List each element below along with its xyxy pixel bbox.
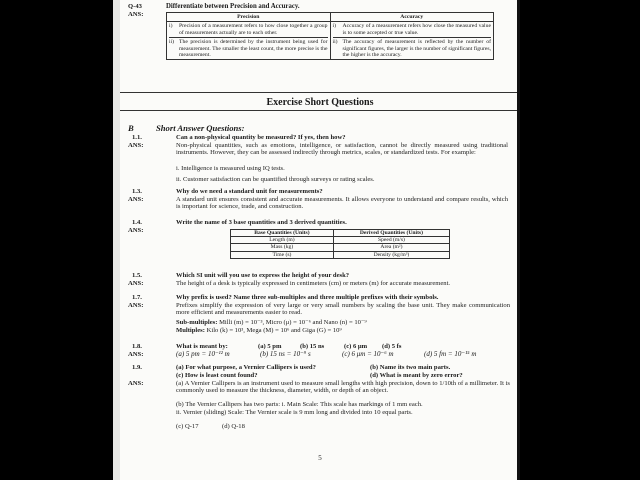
table-row: Mass (kg) Area (m²) <box>231 244 450 251</box>
precision-accuracy-table <box>166 12 494 60</box>
q1-4-question: Write the name of 3 base quantities and 3 derived quantities. <box>176 219 347 226</box>
q1-3-answer: A standard unit ensures consistent and accurate measurements. It allows everyone to understand and compare results, which is important for science, trade, and construction. <box>176 196 508 211</box>
divider-top <box>120 92 520 93</box>
q1-3-number: 1.3. <box>132 188 142 195</box>
q1-1-answer: Non-physical quantities, such as emotions, intelligence, or satisfaction, cannot be directly measured using traditional instruments. However, they can be assessed indirectly through metrics, scales, or standardized tests. For example: <box>176 142 508 157</box>
q1-5-answer: The height of a desk is typically expressed in centimeters (cm) or meters (m) for accurate measurement. <box>176 280 451 287</box>
q1-1-example-2: ii. Customer satisfaction can be quantified through surveys or rating scales. <box>176 176 375 183</box>
q1-4-ans-label: ANS: <box>128 227 144 234</box>
table-row: Time (s) Density (kg/m³) <box>231 251 450 258</box>
q1-5-number: 1.5. <box>132 272 142 279</box>
q1-9-question-b: (b) Name its two main parts. <box>370 364 451 371</box>
q1-9-question-d: (d) What is meant by zero error? <box>370 372 463 379</box>
q1-9-ans-label: ANS: <box>128 380 144 387</box>
q1-3-ans-label: ANS: <box>128 196 144 203</box>
q1-1-number: 1.1. <box>132 134 142 141</box>
q1-8-ans-label: ANS: <box>128 351 144 358</box>
q1-8-part-c: (c) 6 μm <box>344 343 368 350</box>
document-page <box>120 0 520 480</box>
q1-8-part-b: (b) 15 ns <box>300 343 325 350</box>
q1-8-answer-b: (b) 15 ns = 10⁻⁹ s <box>260 350 311 358</box>
q43-number: Q-43 <box>128 3 142 10</box>
q1-9-ref-d: (d) Q-18 <box>222 423 245 430</box>
table-row: Length (m) Speed (m/s) <box>231 237 450 244</box>
q43-question: Differentiate between Precision and Accuracy. <box>166 3 300 10</box>
q1-9-answer-a: (a) A Vernier Callipers is an instrument used to measure small lengths with high precision, down to 1/10th of a millimeter. It is commonly used to measure the thickness, diameter, width, or depth of an object. <box>176 380 510 395</box>
q1-8-number: 1.8. <box>132 343 142 350</box>
q1-9-question-a: (a) For what purpose, a Vernier Callipers is used? <box>176 364 316 371</box>
accuracy-point-1: i) Accuracy of a measurement refers how close the measured value is to some accepted or true value. <box>332 23 491 36</box>
q1-8-part-a: (a) 5 pm <box>258 343 282 350</box>
q1-9-answer-b: (b) The Vernier Callipers has two parts: i. Main Scale: This scale has markings of 1 mm each. <box>176 401 423 408</box>
precision-header: Precision <box>167 13 331 22</box>
section-letter: B <box>128 123 134 133</box>
q1-8-answer-d: (d) 5 fm = 10⁻¹⁵ m <box>424 350 477 358</box>
q1-8-question: What is meant by: <box>176 343 228 350</box>
q1-8-part-d: (d) 5 fs <box>382 343 402 350</box>
q1-7-multiples: Multiples: Kilo (k) = 10³, Mega (M) = 10⁶ and Giga (G) = 10⁹ <box>176 327 342 334</box>
q1-7-number: 1.7. <box>132 294 142 301</box>
divider-bottom <box>120 110 520 111</box>
quantities-table <box>230 229 450 259</box>
q1-9-question-c: (c) How is least count found? <box>176 372 258 379</box>
q1-7-submultiples: Sub-multiples: Milli (m) = 10⁻³, Micro (μ) = 10⁻⁶ and Nano (n) = 10⁻⁹ <box>176 319 367 326</box>
q43-ans-label: ANS: <box>128 11 144 18</box>
q1-9-answer-b2: ii. Vernier (sliding) Scale: The Vernier scale is 9 mm long and divided into 10 equal parts. <box>176 409 413 416</box>
q1-1-example-1: i. Intelligence is measured using IQ tests. <box>176 165 285 172</box>
derived-quantities-header: Derived Quantities (Units) <box>333 230 449 237</box>
q1-4-number: 1.4. <box>132 219 142 226</box>
accuracy-header: Accuracy <box>330 13 494 22</box>
page-number: 5 <box>318 454 322 462</box>
page-edge-shadow <box>113 0 120 480</box>
q1-8-answer-c: (c) 6 μm = 10⁻⁶ m <box>342 350 394 358</box>
q1-5-question: Which SI unit will you use to express the height of your desk? <box>176 272 350 279</box>
q1-1-ans-label: ANS: <box>128 142 144 149</box>
q1-9-number: 1.9. <box>132 364 142 371</box>
q1-7-question: Why prefix is used? Name three sub-multiples and three multiple prefixes with their symbols. <box>176 294 439 301</box>
q1-7-answer: Prefixes simplify the expression of very large or very small numbers by scaling the base unit. They make communication more efficient and measurements easier to read. <box>176 302 510 317</box>
section-title: Short Answer Questions: <box>156 123 245 133</box>
precision-point-2: ii) The precision is determined by the instrument being used for measurement. The smaller the least count, the more precise is the measurement. <box>169 39 328 59</box>
exercise-title: Exercise Short Questions <box>266 97 374 108</box>
q1-5-ans-label: ANS: <box>128 280 144 287</box>
q1-3-question: Why do we need a standard unit for measurements? <box>176 188 323 195</box>
accuracy-point-2: ii) The accuracy of measurement is reflected by the number of significant figures, the larger is the number of significant figures, the higher is the accuracy. <box>332 39 491 59</box>
q1-1-question: Can a non-physical quantity be measured? If yes, then how? <box>176 134 346 141</box>
precision-point-1: i) Precision of a measurement refers to how close together a group of measurements actually are to each other. <box>169 23 328 36</box>
q1-9-ref-c: (c) Q-17 <box>176 423 199 430</box>
q1-8-answer-a: (a) 5 pm = 10⁻¹² m <box>176 350 230 358</box>
q1-7-ans-label: ANS: <box>128 302 144 309</box>
base-quantities-header: Base Quantities (Units) <box>231 230 334 237</box>
